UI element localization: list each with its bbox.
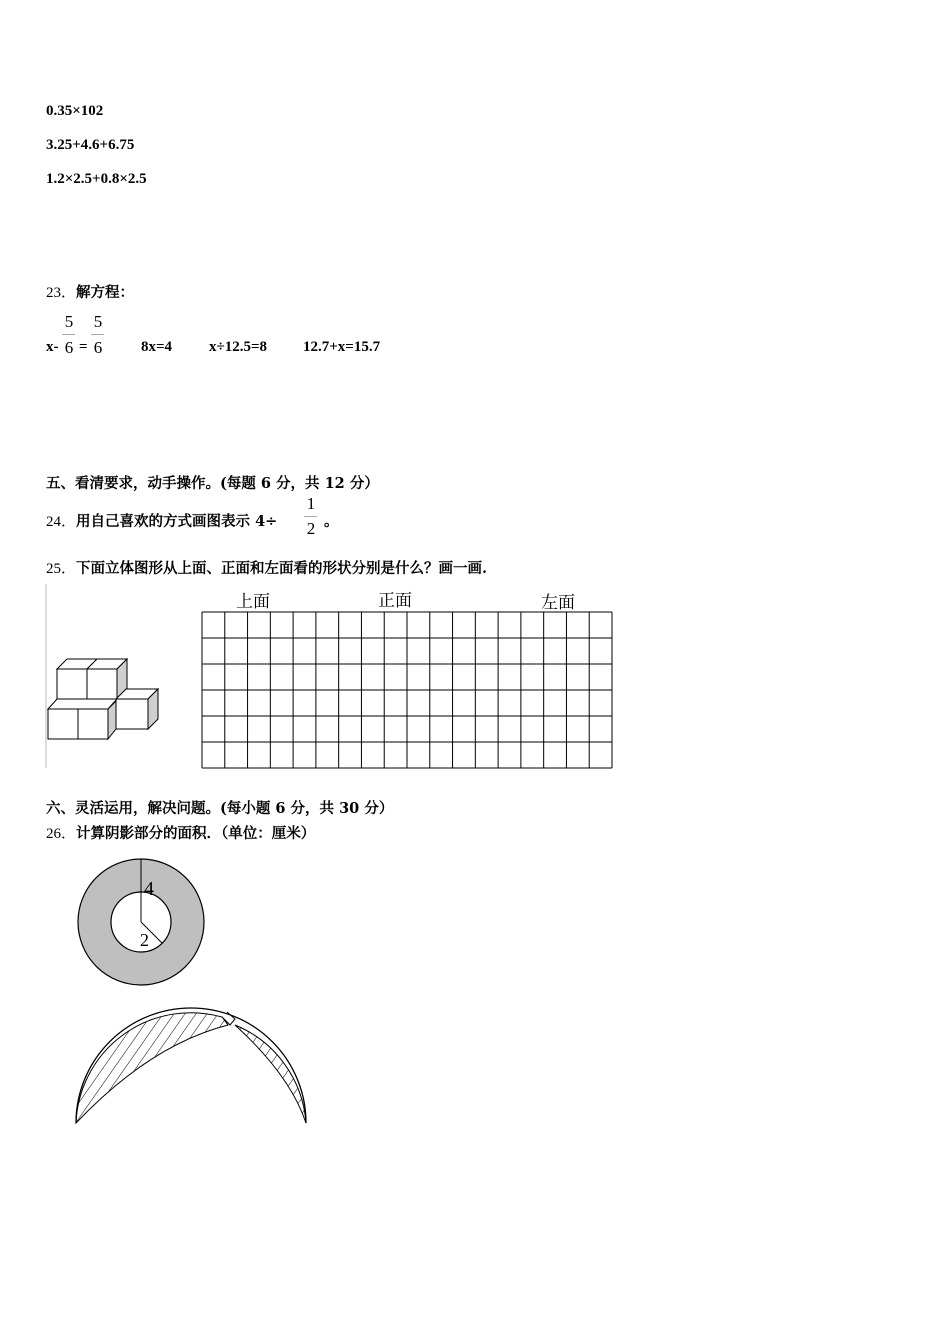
inner-radius-label: 2 [140,930,149,950]
q23-title: 解方程： [76,284,135,301]
q23-frac1-denominator: 6 [64,338,74,357]
q26-number: 26． [46,826,77,842]
q25-text: 下面立体图形从上面、正面和左面看的形状分别是什么？画一画. [76,560,488,577]
q23-heading [46,281,134,302]
q23-eq4: 12.7+x=15.7 [303,339,381,355]
q24-frac-denominator: 2 [306,519,316,538]
outer-radius-label: 4 [144,878,154,900]
q23-eq1-equals: = [79,339,88,355]
q23-number: 23． [46,285,77,301]
grid-label-top-view: 上面 [236,592,270,612]
q24-end: 。 [324,513,339,530]
q26-line [46,822,315,843]
q23-frac2-bar [91,334,104,335]
annulus-figure [72,856,212,992]
q23-frac1-numerator: 5 [64,312,74,331]
calc-line-2: 3.25+4.6+6.75 [46,137,135,153]
calc-line-1: 0.35×102 [46,103,104,119]
cube-stack-figure [44,584,164,768]
q25-line [46,557,487,578]
q24-line [46,510,277,531]
q23-eq1-prefix: x- [46,339,59,355]
q23-frac2-denominator: 6 [93,338,103,357]
q23-eq2: 8x=4 [141,339,173,355]
drawing-grid [201,611,613,769]
grid-label-left-view: 左面 [541,593,575,613]
q23-frac1-bar [62,334,75,335]
section6-title: 六、灵活运用，解决问题。(每小题 6 分，共 30 分） [46,800,394,817]
q24-frac-bar [304,516,317,517]
q26-text: 计算阴影部分的面积．（单位：厘米） [76,825,316,842]
q24-number: 24． [46,514,77,530]
hatched-semicircle-figure [70,1005,312,1127]
q23-frac2-numerator: 5 [93,312,103,331]
section5-title: 五、看清要求，动手操作。(每题 6 分，共 12 分） [46,475,379,492]
q24-frac-numerator: 1 [306,494,316,513]
q24-text: 用自己喜欢的方式画图表示 4÷ [76,513,278,530]
q23-eq3: x÷12.5=8 [209,339,268,355]
grid-label-front-view: 正面 [378,591,412,611]
calc-line-3: 1.2×2.5+0.8×2.5 [46,171,147,187]
q25-number: 25． [46,561,77,577]
